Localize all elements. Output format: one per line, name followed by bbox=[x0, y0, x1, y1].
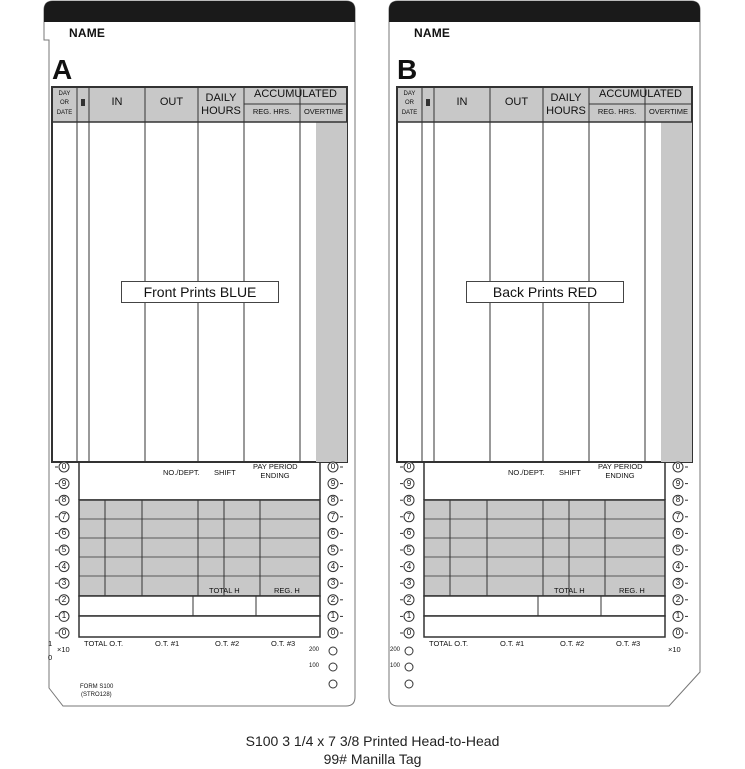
in-header: IN bbox=[456, 96, 468, 108]
totals-box bbox=[79, 596, 320, 616]
time-card-back bbox=[388, 0, 701, 707]
no-dept-label: NO./DEPT. bbox=[508, 468, 545, 477]
or-header: OR bbox=[60, 100, 69, 106]
caption-line-2: 99# Manilla Tag bbox=[323, 751, 422, 767]
punch-digit: 7 bbox=[61, 511, 67, 521]
time-table bbox=[397, 87, 692, 462]
form-id-code: (STRO128) bbox=[81, 692, 112, 698]
overtime-column-shade bbox=[661, 122, 692, 462]
punch-digit: 1 bbox=[406, 611, 412, 621]
daily-header: DAILY bbox=[205, 92, 237, 104]
ot-box bbox=[424, 616, 665, 637]
ot3-label: O.T. #3 bbox=[616, 639, 641, 648]
punch-digit: 0 bbox=[330, 628, 336, 637]
value-100-label: 100 bbox=[390, 663, 401, 669]
punch-digit: 0 bbox=[406, 462, 412, 471]
pay-period-label: PAY PERIOD bbox=[598, 462, 643, 471]
or-header: OR bbox=[405, 100, 414, 106]
totals-box bbox=[424, 596, 665, 616]
extra-punch-circle bbox=[329, 663, 337, 671]
punch-digit: 5 bbox=[330, 545, 336, 554]
overtime-header: OVERTIME bbox=[303, 107, 344, 116]
multiplier-label: ×10 bbox=[668, 645, 681, 654]
value-200-label: 200 bbox=[309, 647, 320, 653]
reg-h-label: REG. H bbox=[619, 586, 645, 595]
value-200-label: 200 bbox=[390, 647, 401, 653]
multiplier-label: ×10 bbox=[57, 645, 70, 654]
punch-digit: 7 bbox=[406, 511, 412, 521]
punch-digit: 5 bbox=[406, 545, 412, 554]
day-header: DAY bbox=[403, 91, 416, 97]
day-header: DAY bbox=[58, 91, 71, 97]
punch-digit: 4 bbox=[330, 561, 336, 571]
card-letter: B bbox=[397, 54, 418, 85]
punch-digit: 0 bbox=[330, 462, 336, 471]
side-mark-0: 0 bbox=[48, 653, 53, 662]
punch-digit: 6 bbox=[61, 528, 67, 538]
reg-hrs-header: REG. HRS. bbox=[597, 107, 637, 116]
punch-digit: 3 bbox=[675, 578, 681, 588]
total-ot-label: TOTAL O.T. bbox=[429, 639, 469, 648]
hours-grid bbox=[79, 500, 320, 596]
reg-h-label: REG. H bbox=[274, 586, 300, 595]
punch-digit: 9 bbox=[61, 478, 67, 488]
extra-punch-circle bbox=[405, 663, 413, 671]
pay-period-label: PAY PERIOD bbox=[253, 462, 298, 471]
overtime-column-shade bbox=[316, 122, 347, 462]
no-dept-label: NO./DEPT. bbox=[163, 468, 200, 477]
ending-label: ENDING bbox=[260, 471, 290, 480]
punch-digit: 3 bbox=[330, 578, 336, 588]
punch-digit: 0 bbox=[406, 628, 412, 637]
shift-label: SHIFT bbox=[214, 468, 236, 477]
print-color-label: Back Prints RED bbox=[466, 281, 624, 303]
out-header: OUT bbox=[159, 96, 184, 108]
accumulated-header: ACCUMULATED bbox=[599, 88, 682, 100]
extra-punch-circle bbox=[405, 647, 413, 655]
total-h-label: TOTAL H bbox=[209, 586, 240, 595]
in-header: IN bbox=[111, 96, 123, 108]
punch-digit: 9 bbox=[675, 478, 681, 488]
punch-digit: 0 bbox=[61, 462, 67, 471]
card-letter: A bbox=[52, 54, 73, 85]
punch-digit: 4 bbox=[675, 561, 681, 571]
extra-punch-circle bbox=[329, 680, 337, 688]
total-h-label: TOTAL H bbox=[554, 586, 585, 595]
punch-digit: 5 bbox=[675, 545, 681, 554]
punch-digit: 0 bbox=[675, 462, 681, 471]
name-label: NAME bbox=[414, 26, 451, 40]
ot1-label: O.T. #1 bbox=[500, 639, 525, 648]
date-header: DATE bbox=[56, 110, 73, 116]
ending-label: ENDING bbox=[605, 471, 635, 480]
date-header: DATE bbox=[401, 110, 418, 116]
punch-digit: 7 bbox=[330, 511, 336, 521]
punch-digit: 7 bbox=[675, 511, 681, 521]
punch-digit: 8 bbox=[61, 495, 67, 505]
punch-digit: 6 bbox=[406, 528, 412, 538]
punch-digit: 2 bbox=[61, 594, 67, 604]
caption-line-1: S100 3 1/4 x 7 3/8 Printed Head-to-Head bbox=[245, 733, 500, 749]
out-header: OUT bbox=[504, 96, 529, 108]
punch-digit: 9 bbox=[406, 478, 412, 488]
total-ot-label: TOTAL O.T. bbox=[84, 639, 124, 648]
punch-digit: 9 bbox=[330, 478, 336, 488]
punch-digit: 0 bbox=[61, 628, 67, 637]
hours-header: HOURS bbox=[201, 105, 241, 117]
value-100-label: 100 bbox=[309, 663, 320, 669]
ot-box bbox=[79, 616, 320, 637]
shift-label: SHIFT bbox=[559, 468, 581, 477]
punch-digit: 3 bbox=[406, 578, 412, 588]
accumulated-header: ACCUMULATED bbox=[254, 88, 337, 100]
name-label: NAME bbox=[69, 26, 106, 40]
punch-digit: 2 bbox=[675, 594, 681, 604]
extra-punch-circle bbox=[329, 647, 337, 655]
punch-digit: 1 bbox=[675, 611, 681, 621]
punch-digit: 8 bbox=[330, 495, 336, 505]
punch-digit: 2 bbox=[330, 594, 336, 604]
punch-digit: 1 bbox=[61, 611, 67, 621]
time-table bbox=[52, 87, 347, 462]
ot2-label: O.T. #2 bbox=[560, 639, 585, 648]
punch-digit: 5 bbox=[61, 545, 67, 554]
hours-grid bbox=[424, 500, 665, 596]
overtime-header: OVERTIME bbox=[648, 107, 689, 116]
punch-digit: 3 bbox=[61, 578, 67, 588]
punch-digit: 2 bbox=[406, 594, 412, 604]
punch-digit: 8 bbox=[406, 495, 412, 505]
punch-digit: 6 bbox=[675, 528, 681, 538]
hours-header: HOURS bbox=[546, 105, 586, 117]
ot2-label: O.T. #2 bbox=[215, 639, 240, 648]
punch-digit: 4 bbox=[406, 561, 412, 571]
form-id-label: FORM S100 bbox=[80, 684, 114, 690]
daily-header: DAILY bbox=[550, 92, 582, 104]
print-color-label: Front Prints BLUE bbox=[121, 281, 279, 303]
punch-digit: 1 bbox=[330, 611, 336, 621]
extra-punch-circle bbox=[405, 680, 413, 688]
punch-digit: 8 bbox=[675, 495, 681, 505]
ot1-label: O.T. #1 bbox=[155, 639, 180, 648]
time-card-front bbox=[43, 0, 356, 707]
side-mark-1: 1 bbox=[48, 639, 53, 648]
punch-digit: 6 bbox=[330, 528, 336, 538]
punch-digit: 0 bbox=[675, 628, 681, 637]
reg-hrs-header: REG. HRS. bbox=[252, 107, 292, 116]
ot3-label: O.T. #3 bbox=[271, 639, 296, 648]
punch-digit: 4 bbox=[61, 561, 67, 571]
